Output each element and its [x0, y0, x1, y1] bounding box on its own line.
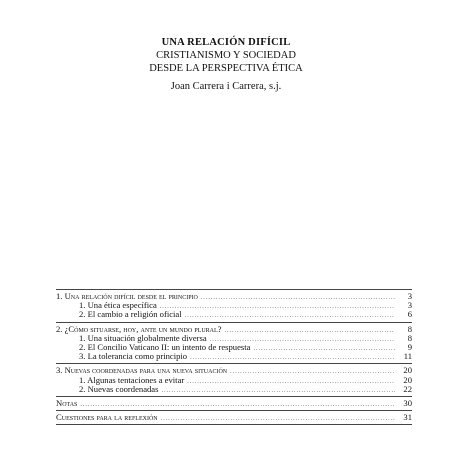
toc-entry-page: 22 [403, 383, 412, 394]
document-author: Joan Carrera i Carrera, s.j. [170, 81, 282, 92]
toc-section-rule [56, 322, 412, 323]
toc-entry-label: 1. Una ética específica [79, 300, 157, 311]
toc-entry-label: Cuestiones para la reflexión [56, 412, 158, 423]
toc-section-rule [56, 396, 412, 397]
toc-entry-page: 30 [403, 397, 412, 408]
toc-entry-label: 2. El Concilio Vaticano II: un intento de respuesta [79, 341, 251, 352]
toc-leader-dots [230, 368, 395, 377]
toc-entry-label: 3. La tolerancia como principio [79, 351, 188, 362]
toc-leader-dots [160, 303, 395, 312]
toc-leader-dots [201, 294, 395, 303]
toc-section-rule [56, 363, 412, 364]
toc-entry-label: 1. Una relación difícil desde el principio [56, 291, 198, 301]
document-title: UNA RELACIÓN DIFÍCIL [161, 37, 291, 48]
toc-entry-page: 9 [407, 341, 412, 352]
toc-entry-label: 2. El cambio a religión oficial [79, 309, 182, 320]
toc-leader-dots [161, 387, 395, 396]
document-subtitle-line-2: DESDE LA PERSPECTIVA ÉTICA [149, 63, 303, 74]
toc-entry-page: 11 [403, 351, 412, 362]
toc-leader-dots [185, 312, 395, 321]
toc-entry-label: 1. Algunas tentaciones a evitar [79, 374, 185, 385]
toc-leader-dots [224, 327, 395, 336]
document-subtitle-line-1: CRISTIANISMO Y SOCIEDAD [156, 50, 296, 61]
toc-leader-dots [253, 345, 395, 354]
toc-entry-page: 20 [403, 365, 412, 376]
toc-entry-section-2-3[interactable] [56, 352, 412, 361]
toc-entry-page: 20 [403, 374, 412, 385]
toc-entry-page: 3 [407, 291, 412, 301]
table-of-contents [56, 289, 412, 427]
toc-entry-page: 31 [403, 412, 412, 423]
toc-section-rule [56, 410, 412, 411]
toc-entry-page: 6 [407, 309, 412, 320]
toc-leader-dots [190, 354, 395, 363]
toc-entry-page: 3 [407, 300, 412, 311]
toc-leader-dots [80, 401, 395, 410]
toc-entry-label: 2. Nuevas coordenadas [79, 383, 159, 394]
toc-bottom-rule [56, 424, 412, 425]
toc-leader-dots [161, 415, 395, 424]
toc-entry-cuestiones[interactable] [56, 413, 412, 422]
toc-entry-section-3-2[interactable] [56, 385, 412, 394]
toc-entry-notas[interactable] [56, 399, 412, 408]
toc-entry-page: 8 [407, 332, 412, 343]
title-block [0, 36, 452, 93]
toc-entry-label: 1. Una situación globalmente diversa [79, 332, 207, 343]
toc-entry-label: 2. ¿Cómo situarse, hoy, ante un mundo plural? [56, 323, 222, 334]
toc-entry-label: Notas [56, 397, 78, 408]
toc-leader-dots [187, 378, 395, 387]
toc-entry-label: 3. Nuevas coordenadas para una nueva situación [56, 365, 228, 376]
toc-entry-section-1-2[interactable] [56, 310, 412, 319]
toc-entry-page: 8 [407, 323, 412, 334]
toc-top-rule [56, 289, 412, 290]
